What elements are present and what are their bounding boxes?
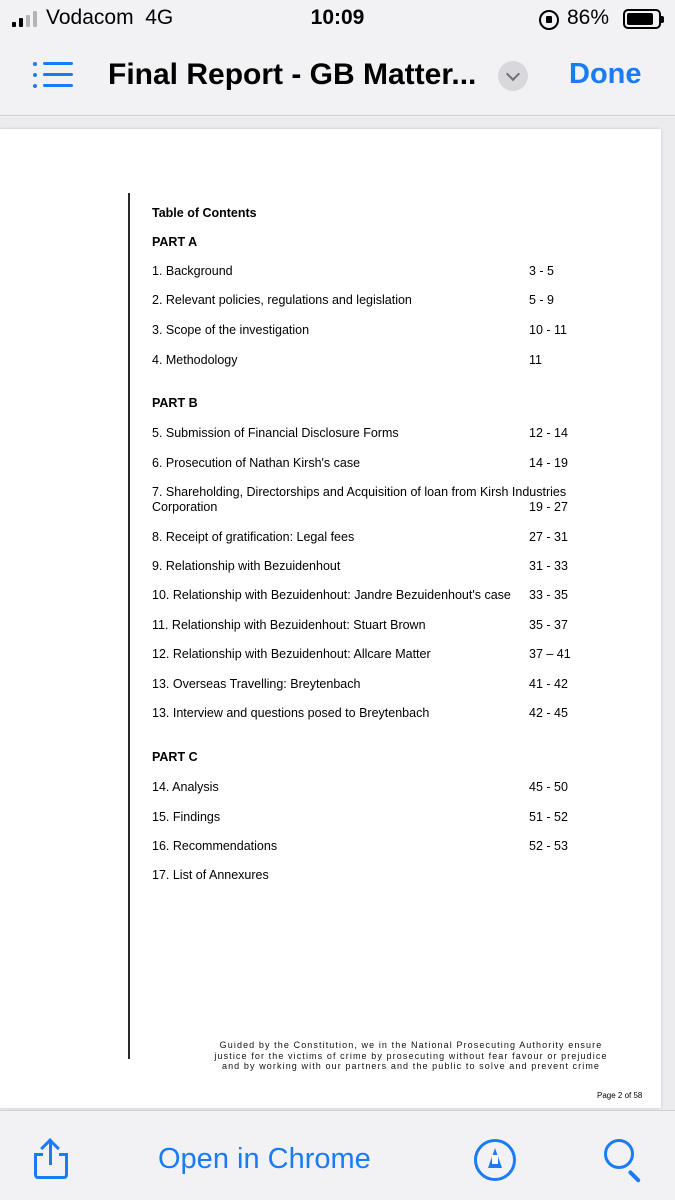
toc-pages: 51 - 52 [529,810,568,824]
toc-entry: 16. Recommendations [152,839,278,853]
toc-entry: 13. Interview and questions posed to Breytenbach [152,706,430,720]
battery-fill [627,13,653,25]
table-of-contents-icon[interactable] [33,60,73,90]
battery-icon [623,9,661,29]
part-b-heading: PART B [152,396,198,410]
toc-entry: 5. Submission of Financial Disclosure Forms [152,426,399,440]
open-in-chrome-button[interactable]: Open in Chrome [158,1143,371,1175]
network-type: 4G [145,6,174,29]
share-icon[interactable] [34,1139,68,1179]
toc-pages: 52 - 53 [529,839,568,853]
toc-pages: 35 - 37 [529,618,568,632]
toc-entry: 6. Prosecution of Nathan Kirsh's case [152,456,361,470]
toc-entry: 7. Shareholding, Directorships and Acquisition of loan from Kirsh Industries Corporation [152,485,567,514]
bottom-toolbar [0,1110,675,1200]
toc-pages: 14 - 19 [529,456,568,470]
search-icon[interactable] [604,1139,644,1181]
toc-entry: 1. Background [152,264,233,278]
toc-pages: 12 - 14 [529,426,568,440]
part-c-heading: PART C [152,750,198,764]
toc-entry: 13. Overseas Travelling: Breytenbach [152,677,361,691]
chevron-down-icon[interactable] [498,61,528,91]
toc-entry: 12. Relationship with Bezuidenhout: Allcare Matter [152,647,431,661]
carrier-name: Vodacom 4G [46,6,174,29]
toc-pages: 19 - 27 [529,500,568,514]
done-button[interactable]: Done [569,58,642,90]
clock: 10:09 [310,6,365,29]
toc-entry: 11. Relationship with Bezuidenhout: Stuart Brown [152,618,426,632]
footer-motto: Guided by the Constitution, we in the National Prosecuting Authority ensure justice for the victims of crime by prosecuting without fear favour or prejudice and by working with our partners and the public to solve and prevent crime [214,1040,608,1071]
toc-entry: 8. Receipt of gratification: Legal fees [152,530,355,544]
toc-pages: 41 - 42 [529,677,568,691]
toc-pages: 27 - 31 [529,530,568,544]
toc-entry: 14. Analysis [152,780,219,794]
markup-icon[interactable] [474,1139,516,1181]
toc-pages: 10 - 11 [529,323,567,337]
toc-entry: 17. List of Annexures [152,868,269,882]
document-viewer[interactable] [0,117,675,1110]
toc-pages: 37 – 41 [529,647,571,661]
rotation-lock-icon [539,10,559,30]
toc-entry: 15. Findings [152,810,221,824]
toc-entry: 9. Relationship with Bezuidenhout [152,559,341,573]
toc-pages: 45 - 50 [529,780,568,794]
toc-pages: 5 - 9 [529,293,555,307]
toc-entry: 4. Methodology [152,353,238,367]
document-title[interactable]: Final Report - GB Matter... [108,58,477,91]
status-bar [0,0,675,40]
toc-pages: 33 - 35 [529,588,568,602]
battery-percentage: 86% [567,6,610,29]
toc-entry: 10. Relationship with Bezuidenhout: Jandre Bezuidenhout's case [152,588,511,602]
toc-heading: Table of Contents [152,206,257,220]
toc-pages: 42 - 45 [529,706,568,720]
toc-pages: 31 - 33 [529,559,568,573]
document-page [0,129,661,1108]
margin-rule [128,193,130,1059]
part-a-heading: PART A [152,235,198,249]
toc-pages: 11 [529,353,542,367]
toc-pages: 3 - 5 [529,264,555,278]
toc-entry: 2. Relevant policies, regulations and legislation [152,293,412,307]
navigation-bar [0,40,675,116]
page-number: Page 2 of 58 [597,1091,643,1100]
toc-entry: 3. Scope of the investigation [152,323,310,337]
